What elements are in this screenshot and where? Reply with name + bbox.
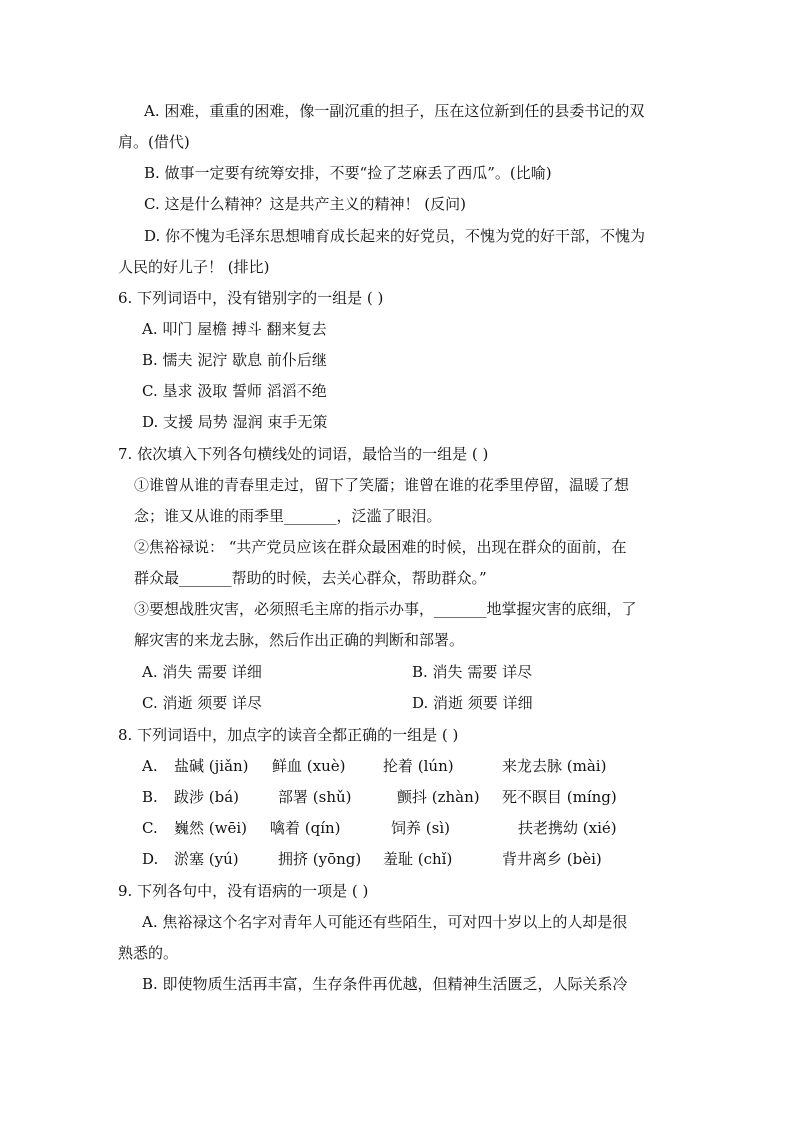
q8-option-b-letter: B. [142,788,158,806]
q8-option-b-word4: 死不瞑目 (míng) [502,788,617,806]
q5-option-c: C. 这是什么精神？这是共产主义的精神！ (反问) [144,195,466,213]
q8-option-d-word1: 淤塞 (yú) [174,850,239,868]
q8-option-c-word3: 饲养 (sì) [391,819,450,837]
q9-stem: 9. 下列各句中，没有语病的一项是 ( ) [118,882,369,900]
q7-sentence3-line1: ③要想战胜灾害，必须照毛主席的指示办事，_______地掌握灾害的底细，了 [134,600,637,618]
q9-option-a-line2: 熟悉的。 [118,944,179,962]
q6-option-d: D. 支援 局势 湿润 束手无策 [142,413,328,431]
q7-sentence2-line2: 群众最_______帮助的时候，去关心群众，帮助群众。” [134,569,487,587]
q9-option-b-line1: B. 即使物质生活再丰富，生存条件再优越，但精神生活匮乏，人际关系冷 [142,975,628,993]
q7-option-a: A. 消失 需要 详细 [142,663,262,681]
q8-option-c-word2: 噙着 (qín) [270,819,341,837]
q5-option-b: B. 做事一定要有统筹安排，不要“捡了芝麻丢了西瓜”。(比喻) [144,164,552,182]
q5-option-d-line2: 人民的好儿子！ (排比) [118,258,270,276]
q8-option-a-word2: 鲜血 (xuè) [272,757,346,775]
q5-option-a-line1: A. 困难，重重的困难，像一副沉重的担子，压在这位新到任的县委书记的双 [144,102,645,120]
q6-option-c: C. 垦求 汲取 誓师 滔滔不绝 [142,382,327,400]
q8-option-d-word3: 羞耻 (chǐ) [383,850,453,868]
q7-option-d: D. 消逝 须要 详细 [412,694,533,712]
q6-option-b: B. 懦夫 泥泞 歇息 前仆后继 [142,351,327,369]
q8-option-b-word1: 跋涉 (bá) [174,788,240,806]
q8-option-b-word2: 部署 (shǔ) [278,788,352,806]
q8-option-b-word3: 颤抖 (zhàn) [397,788,480,806]
q8-option-d-word4: 背井离乡 (bèi) [502,850,602,868]
q5-option-a-line2: 肩。(借代) [118,133,190,151]
q6-stem: 6. 下列词语中，没有错别字的一组是 ( ) [118,289,384,307]
q8-option-a-word4: 来龙去脉 (mài) [502,757,607,775]
q8-option-d-word2: 拥挤 (yōng) [278,850,362,868]
q7-sentence1-line2: 念；谁又从谁的雨季里_______，泛滥了眼泪。 [134,507,442,525]
q8-option-d-letter: D. [142,850,159,868]
q7-stem: 7. 依次填入下列各句横线处的词语，最恰当的一组是 ( ) [118,445,489,463]
q8-option-c-word4: 扶老携幼 (xié) [518,819,617,837]
q8-option-a-word3: 抡着 (lún) [383,757,454,775]
q8-option-a-letter: A. [142,757,158,775]
q7-option-c: C. 消逝 须要 详尽 [142,694,263,712]
q7-sentence3-line2: 解灾害的来龙去脉，然后作出正确的判断和部署。 [134,631,465,649]
q8-option-c-word1: 巍然 (wēi) [174,819,247,837]
q5-option-d-line1: D. 你不愧为毛泽东思想哺育成长起来的好党员，不愧为党的好干部，不愧为 [144,227,646,245]
q8-option-c-letter: C. [142,819,158,837]
q6-option-a: A. 叩门 屋檐 搏斗 翻来复去 [142,320,327,338]
q7-option-b: B. 消失 需要 详尽 [412,663,533,681]
q9-option-a-line1: A. 焦裕禄这个名字对青年人可能还有些陌生，可对四十岁以上的人却是很 [142,913,628,931]
q8-stem: 8. 下列词语中，加点字的读音全都正确的一组是 ( ) [118,726,459,744]
q7-sentence1-line1: ①谁曾从谁的青春里走过，留下了笑靥；谁曾在谁的花季里停留，温暖了想 [134,476,630,494]
q8-option-a-word1: 盐碱 (jiǎn) [174,757,249,775]
q7-sentence2-line1: ②焦裕禄说： “共产党员应该在群众最困难的时候，出现在群众的面前，在 [134,538,627,556]
